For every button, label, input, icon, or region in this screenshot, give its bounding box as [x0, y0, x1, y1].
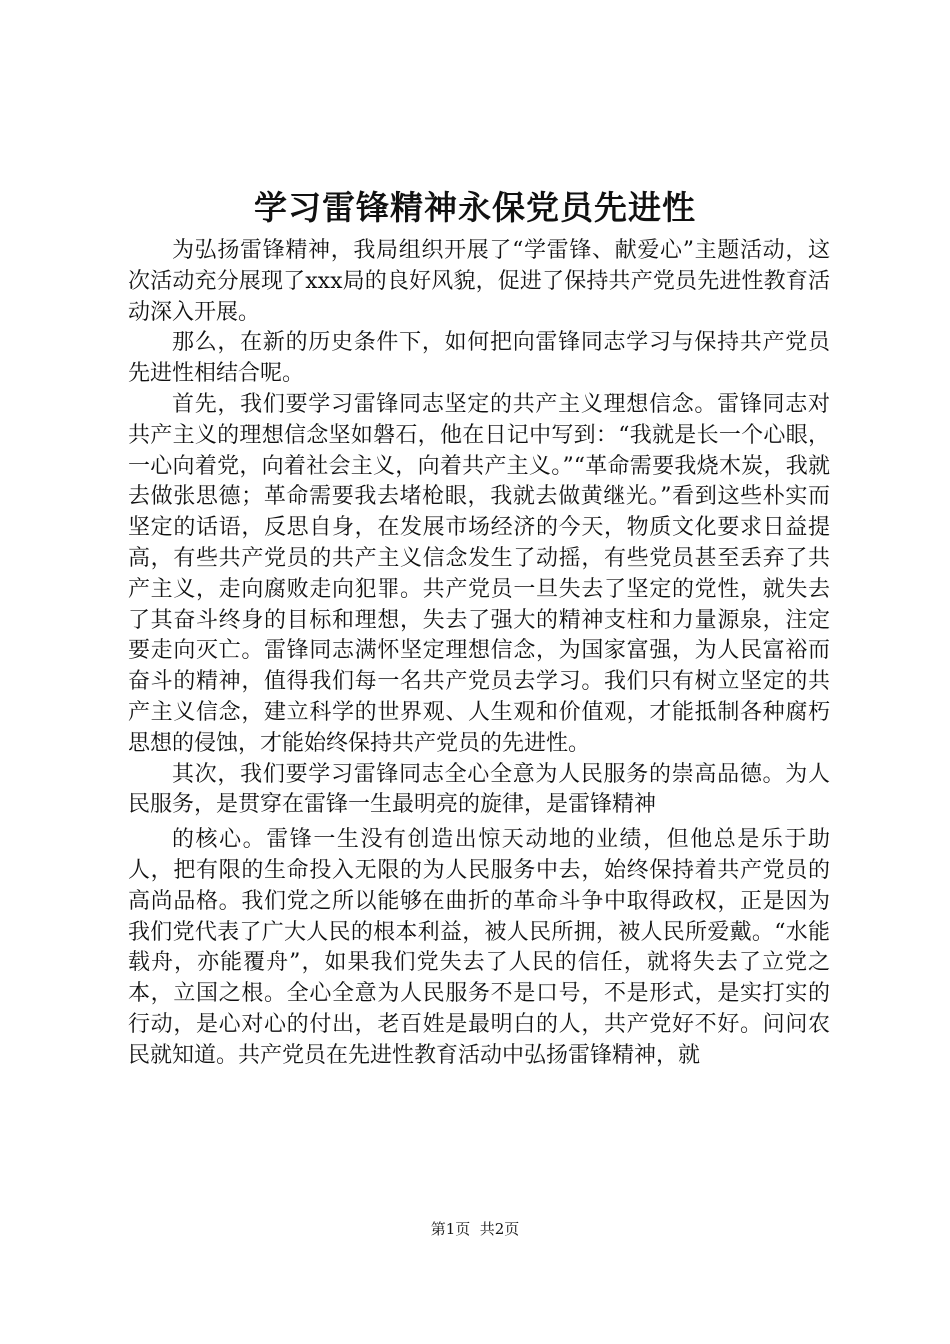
paragraph-question: 那么，在新的历史条件下，如何把向雷锋同志学习与保持共产党员先进性相结合呢。 [128, 330, 830, 387]
paragraph-second-point: 其次，我们要学习雷锋同志全心全意为人民服务的崇高品德。为人民服务，是贯穿在雷锋一生最明亮的旋律，是雷锋精神 [128, 761, 830, 818]
page-footer: 第1页 共2页 [430, 1220, 520, 1238]
document-body [128, 236, 830, 1072]
paragraph-intro: 为弘扬雷锋精神，我局组织开展了“学雷锋、献爱心”主题活动，这次活动充分展现了xxx局的良好风貌，促进了保持共产党员先进性教育活动深入开展。 [128, 238, 830, 325]
paragraph-second-point-continued: 的核心。雷锋一生没有创造出惊天动地的业绩，但他总是乐于助人，把有限的生命投入无限的为人民服务中去，始终保持着共产党员的高尚品格。我们党之所以能够在曲折的革命斗争中取得政权，正是因为我们党代表了广大人民的根本利益，被人民所拥，被人民所爱戴。“水能载舟，亦能覆舟”，如果我们党失去了人民的信任，就将失去了立党之本，立国之根。全心全意为人民服务不是口号，不是形式，是实打实的行动，是心对心的付出，老百姓是最明白的人，共产党好不好。问问农民就知道。共产党员在先进性教育活动中弘扬雷锋精神，就 [128, 827, 830, 1068]
paragraph-first-point: 首先，我们要学习雷锋同志坚定的共产主义理想信念。雷锋同志对共产主义的理想信念坚如磐石，他在日记中写到：“我就是长一个心眼，一心向着党，向着社会主义，向着共产主义。”“革命需要我烧木炭，我就去做张思德；革命需要我去堵枪眼，我就去做黄继光。”看到这些朴实而坚定的话语，反思自身，在发展市场经济的今天，物质文化要求日益提高，有些共产党员的共产主义信念发生了动摇，有些党员甚至丢弃了共产主义，走向腐败走向犯罪。共产党员一旦失去了坚定的党性，就失去了其奋斗终身的目标和理想，失去了强大的精神支柱和力量源泉，注定要走向灭亡。雷锋同志满怀坚定理想信念，为国家富强，为人民富裕而奋斗的精神，值得我们每一名共产党员去学习。我们只有树立坚定的共产主义信念，建立科学的世界观、人生观和价值观，才能抵制各种腐朽思想的侵蚀，才能始终保持共产党员的先进性。 [128, 391, 830, 756]
document-title: 学习雷锋精神永保党员先进性 [254, 188, 696, 227]
